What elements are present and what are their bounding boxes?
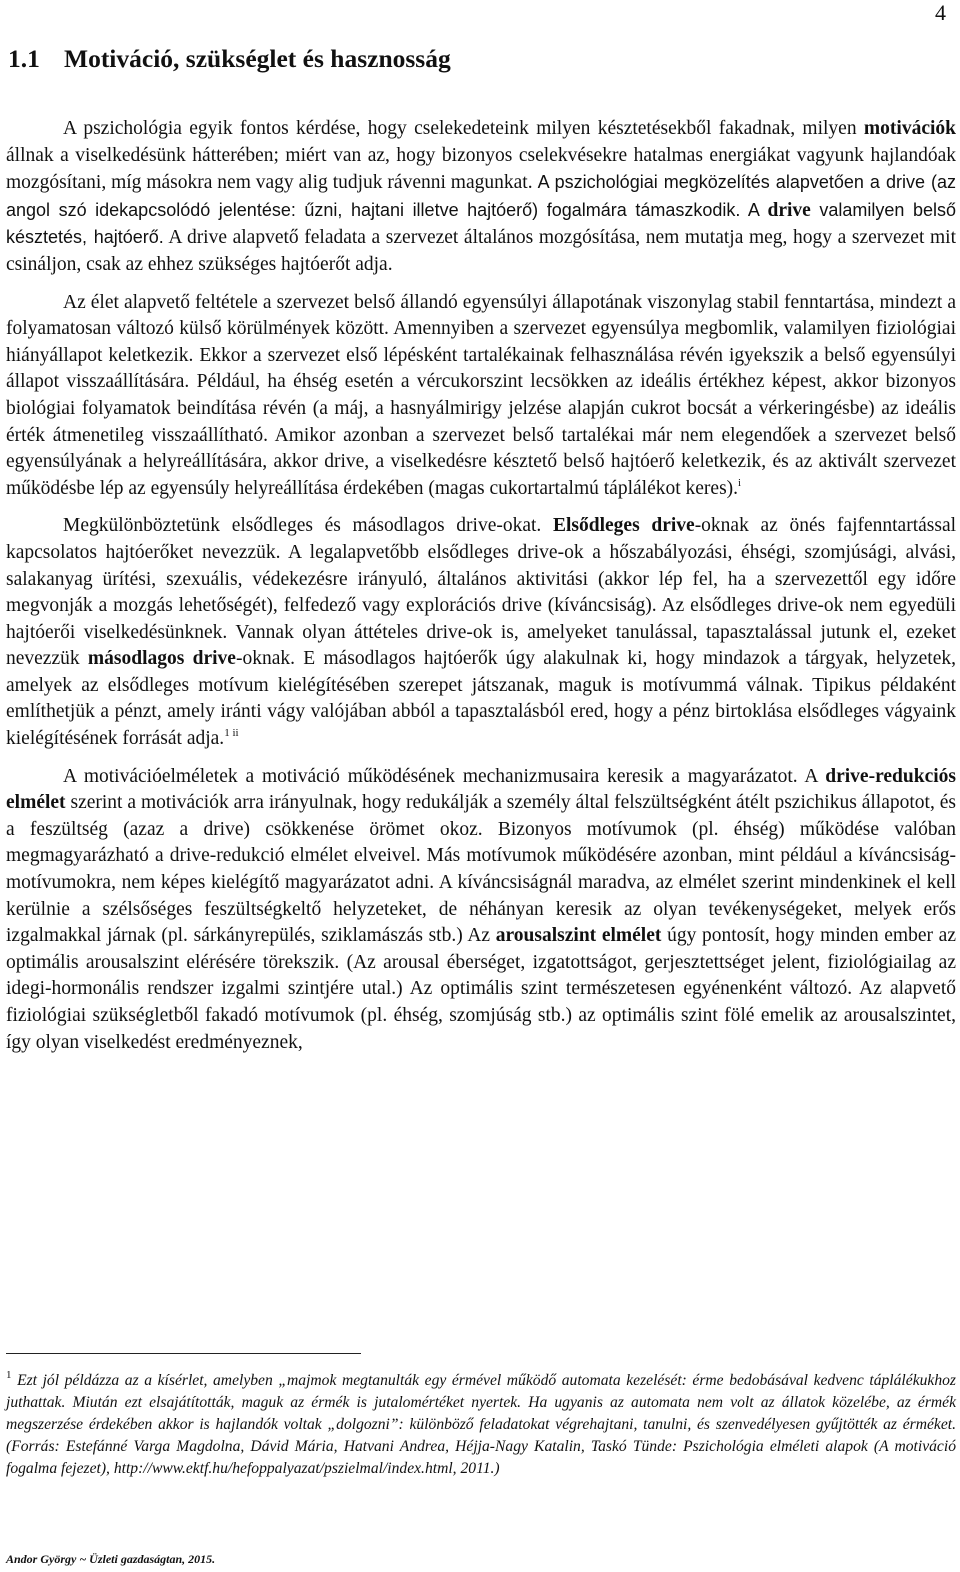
text-run: -oknak. E másodlagos hajtóerők úgy alakulnak ki, hogy mindazok a tárgyak, helyzetek, amelyek az elsődleges motívum kielégítésében szerepet játszanak, maguk is motívummá válnak. Tipikus példaként említhetjük a pénzt, amely iránti vágy valójában abból a tapasztalásból ered, hogy a pénz birtoklása elsődleges vágyaink kielégítésének forrását adja. <box>6 648 956 750</box>
bold-term: drive-redukciós elmélet <box>6 765 956 814</box>
text-run: úgy pontosít, hogy minden ember az optimális arousalszint elérésére törekszik. (Az arousal éberséget, izgatottságot, gerjesztettséget jelent, fiziológiailag az idegi-hormonális rendszer izgalmi szintjére utal.) Az optimális szint természetesen egyénenként változó. Az alapvető fiziológiai szükségletből fakadó motívumok (pl. éhség, szomjúság stb.) az optimális szint fölé emelik az arousalszintet, így olyan viselkedést eredményeznek, <box>6 925 956 1053</box>
footnote-text: Ezt jól példázza az a kísérlet, amelyben „majmok megtanulták egy érmével működő automata kezelését: érme bedobásával kedvenc táplálékukhoz juthattak. Miután ezt elsajátították, maguk az érmék is jutalomértéket nyertek. Ha ugyanis az automata nem volt az állatok közelébe, az érmék megszerzése érdekében akkor is hajlandók voltak „dolgozni”: különböző feladatokat végrehajtani, tanulni, és szenvedélyesen gyűjtötték az érméket. (Forrás: Estefánné Varga Magdolna, Dávid Mária, Hatvani Andrea, Héjja-Nagy Katalin, Taskó Tünde: Pszichológia elméleti alapok (A motiváció fogalma fejezet), http://www.ektf.hu/hefoppalyazat/pszielmal/index.html, 2011.) <box>6 1372 956 1477</box>
text-run: Megkülönböztetünk elsődleges és másodlagos drive-okat. <box>63 515 553 537</box>
paragraph <box>6 290 956 503</box>
endnote-marker: i <box>738 476 742 489</box>
section-heading <box>8 42 451 76</box>
bold-term: Elsődleges drive <box>553 515 695 537</box>
footnote <box>6 1370 956 1480</box>
text-run: A drive alapvető feladata a szervezet általános mozgósítása, nem mutatja meg, hogy a szervezet mit csináljon, csak az ehhez szükséges hajtóerőt adja. <box>6 227 956 275</box>
bold-term: másodlagos drive <box>87 648 236 670</box>
text-run: -oknak az önés fajfenntartással kapcsolatos hajtóerőket nevezzük. A legalapvetőbb elsődleges drive-ok a hőszabályozási, éhségi, szomjúsági, alvási, salakanyag ürítési, szexuális, védekezésre irányuló, általános aktivitási (akkor lép fel, ha a szervezettől egy időre megvonják a mozgás lehetőségét), felfedező vagy explorációs drive (kíváncsiság). Az elsődleges drive-ok nem egyedüli hajtóerői viselkedésünknek. Vannak olyan áttételes drive-ok is, amelyeket tanulással, tapasztalással jutunk el, ezeket nevezzük <box>6 515 957 670</box>
footnote-marker: 1 <box>6 1369 12 1381</box>
endnote-marker: 1 ii <box>224 727 239 740</box>
text-run: állnak a viselkedésünk hátterében; miért van az, hogy bizonyos cselekvésekre hatalmas energiákat vagyunk hajlandóak mozgósítani, míg másokra nem vagy alig tudjuk rávenni magunkat. <box>6 144 956 194</box>
bold-term: arousalszint elmélet <box>495 925 662 947</box>
text-run-sans: valamilyen belső késztetés, hajtóerő. <box>6 199 956 248</box>
text-run: Az élet alapvető feltétele a szervezet belső állandó egyensúlyi állapotának viszonylag stabil fenntartása, mindezt a folyamatosan változó külső körülmények között. Amennyiben a szervezet egyensúlya megbomlik, valamilyen fiziológiai hiányállapot keletkezik. Ekkor a szervezet első lépésként tartalékainak felhasználása révén igyekszik a belső egyensúlyi állapot visszaállítására. Például, ha éhség esetén a vércukorszint lecsökken az ideális értékhez képest, akkor bizonyos biológiai folyamatok beindítása révén (a máj, a hasnyálmirigy jelzése alapján cukrot bocsát a vérkeringésbe) az ideális érték átmenetileg visszaállítható. Amikor azonban a szervezet belső tartalékai már nem elegendőek a szervezet belső egyensúlyának a helyreállítására, akkor drive, a viselkedésre késztető belső hajtóerő keletkezik, és az aktivált szervezet működésbe lép az egyensúly helyreállítása érdekében (magas cukortartalmú táplálékot keres). <box>6 291 956 499</box>
paragraph <box>6 513 956 752</box>
footnote-separator <box>6 1353 361 1354</box>
page-number: 4 <box>935 0 946 25</box>
section-title: Motiváció, szükséglet és hasznosság <box>64 44 451 73</box>
text-run: A pszichológia egyik fontos kérdése, hogy cselekedeteink milyen késztetésekből fakadnak, milyen <box>63 118 864 139</box>
bold-term: motivációk <box>863 118 956 139</box>
section-number: 1.1 <box>8 44 40 73</box>
text-run-sans: A pszichológiai megközelítés alapvetően a drive (az angol szó idekapcsolódó jelentése: űzni, hajtani illetve hajtóerő) fogalmára támaszkodik. A <box>6 172 956 220</box>
text-run: A motivációelméletek a motiváció működésének mechanizmusaira keresik a magyarázatot. A <box>63 765 826 787</box>
paragraph <box>6 764 956 1057</box>
text-run: szerint a motivációk arra irányulnak, hogy redukálják a személy által felszültségként átélt pszichikus állapotot, és a feszültség (azaz a drive) csökkenése örömet okoz. Bizonyos motívumok (pl. éhség) működése valóban megmagyarázható a drive-redukció elmélet elveivel. Más motívumok működésére azonban, mint például a kíváncsiság-motívumokra, nem képes kielégítő magyarázatot adni. A kíváncsiságnál maradva, az elmélet szerint mindenkinek el kell kerülnie a szélsőséges feszültségkeltő helyzeteket, de néhányan keresik az olyan tevékenységeket, melyek erős izgalmakkal járnak (pl. sárkányrepülés, sziklamászás stb.) Az <box>6 792 956 947</box>
page-footer: Andor György ~ Üzleti gazdaságtan, 2015. <box>6 1552 216 1566</box>
bold-term: drive <box>767 199 811 221</box>
body-text <box>6 116 956 1067</box>
paragraph <box>6 116 956 279</box>
